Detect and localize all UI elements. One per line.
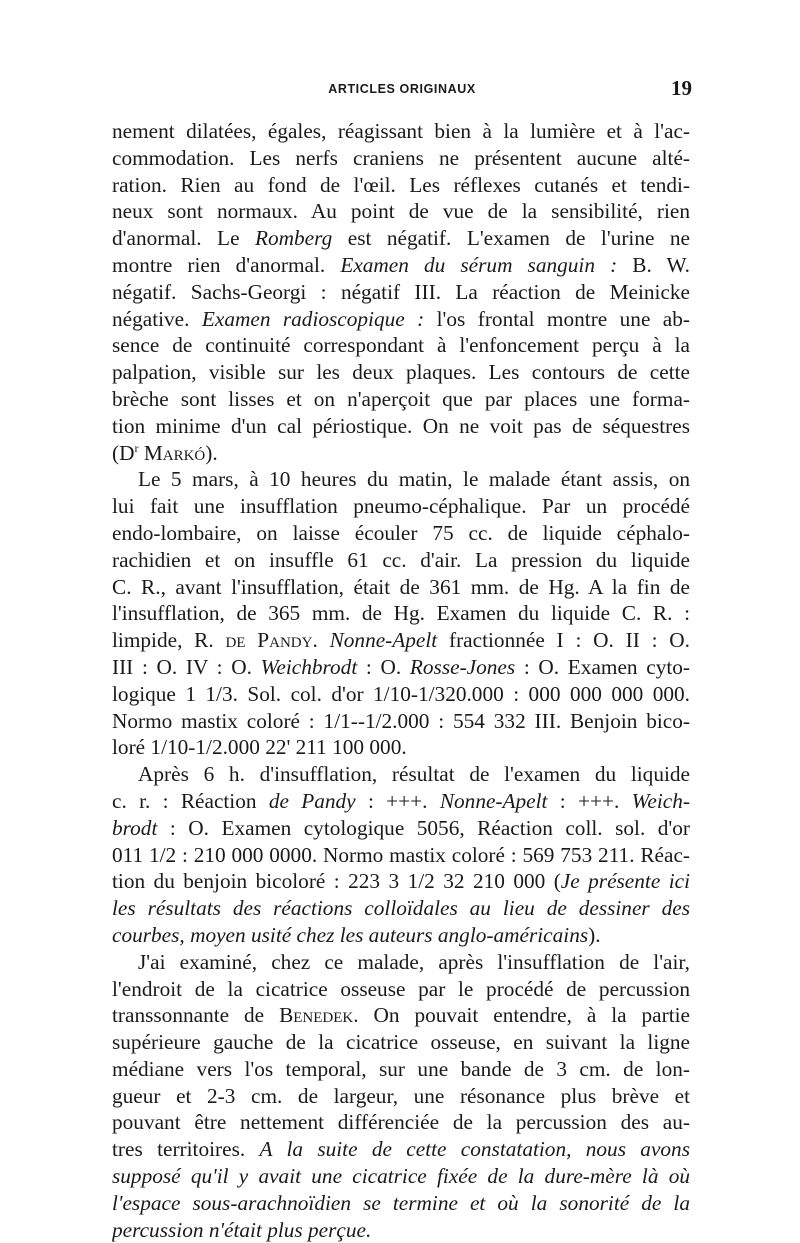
- text-line: [112, 118, 690, 145]
- text-segment: brèche sont lisses et on n'aperçoit que par places une forma-: [112, 386, 690, 411]
- text-line: [112, 1002, 690, 1029]
- text-segment: J'ai examiné, chez ce malade, après l'insufflation de l'air,: [138, 949, 690, 974]
- text-segment: logique 1 1/3. Sol. col. d'or 1/10-1/320.000 : 000 000 000 000.: [112, 681, 690, 706]
- text-segment: transsonnante de: [112, 1003, 280, 1028]
- text-segment: c. r. : Réaction: [112, 788, 269, 813]
- text-segment: médiane vers l'os temporal, sur une bande de 3 cm. de lon-: [112, 1056, 690, 1081]
- italic-text: de Pandy: [268, 788, 356, 813]
- text-segment: négative.: [112, 306, 202, 331]
- text-line: [112, 922, 690, 949]
- text-line: [112, 708, 690, 735]
- text-line: [112, 1083, 690, 1110]
- text-segment: . On pouvait entendre, à la partie: [353, 1003, 690, 1028]
- text-segment: d'anormal. Le: [112, 226, 255, 251]
- text-line: [112, 440, 690, 467]
- text-line: [112, 413, 690, 440]
- page-number: 19: [671, 76, 692, 100]
- text-line: [112, 198, 690, 225]
- italic-text: Examen radioscopique :: [201, 306, 425, 331]
- text-line: [112, 145, 690, 172]
- text-line: [112, 279, 690, 306]
- text-segment: : O.: [357, 654, 410, 679]
- text-line: [112, 895, 690, 922]
- small-caps-name: de Pandy: [225, 628, 313, 653]
- text-segment: fractionnée I : O. II : O.: [437, 628, 690, 653]
- text-segment: tres territoires.: [112, 1137, 260, 1162]
- text-segment: neux sont normaux. Au point de vue de la sensibilité, rien: [112, 199, 690, 224]
- text-line: [112, 1056, 690, 1083]
- text-segment: endo-lombaire, on laisse écouler 75 cc. de liquide céphalo-: [112, 520, 690, 545]
- text-segment: loré 1/10-1/2.000 22' 211 100 000.: [112, 735, 407, 760]
- text-line: [112, 627, 690, 654]
- text-segment: : +++.: [355, 788, 440, 813]
- italic-text: Weich-: [631, 788, 690, 813]
- text-line: [112, 734, 690, 761]
- italic-text: Je présente ici: [560, 869, 690, 894]
- text-segment: est négatif. L'examen de l'urine ne: [332, 226, 690, 251]
- italic-text: Romberg: [255, 226, 333, 251]
- text-line: [112, 547, 690, 574]
- text-line: [112, 306, 690, 333]
- text-line: [112, 172, 690, 199]
- text-segment: : +++.: [547, 788, 632, 813]
- text-segment: Le 5 mars, à 10 heures du matin, le malade étant assis, on: [138, 467, 690, 492]
- text-segment: montre rien d'anormal.: [112, 252, 341, 277]
- text-line: [112, 868, 690, 895]
- text-line: [112, 1217, 690, 1243]
- text-segment: .: [312, 628, 330, 653]
- text-segment: sence de continuité correspondant à l'enfoncement perçu à la: [112, 333, 690, 358]
- text-line: [112, 574, 690, 601]
- text-line: [112, 600, 690, 627]
- italic-text: les résultats des réactions colloïdales au lieu de dessiner des: [112, 896, 690, 921]
- text-line: [112, 332, 690, 359]
- small-caps-name: Markó: [143, 440, 206, 465]
- small-caps-name: Benedek: [279, 1003, 354, 1028]
- text-line: [112, 466, 690, 493]
- text-segment: supérieure gauche de la cicatrice osseuse, en suivant la ligne: [112, 1030, 690, 1055]
- text-segment: rachidien et on insuffle 61 cc. d'air. La pression du liquide: [112, 547, 690, 572]
- text-segment: l'os frontal montre une ab-: [424, 306, 690, 331]
- text-segment: ).: [588, 922, 601, 947]
- text-line: [112, 788, 690, 815]
- text-line: [112, 1029, 690, 1056]
- text-line: [112, 761, 690, 788]
- italic-text: Weichbrodt: [260, 654, 358, 679]
- text-line: [112, 1190, 690, 1217]
- text-segment: Après 6 h. d'insufflation, résultat de l'examen du liquide: [138, 762, 690, 787]
- text-segment: commodation. Les nerfs craniens ne présentent aucune alté-: [112, 145, 690, 170]
- text-segment: négatif. Sachs-Georgi : négatif III. La réaction de Meinicke: [112, 279, 690, 304]
- text-segment: pouvant être nettement différenciée de la percussion des au-: [112, 1110, 690, 1135]
- text-segment: 011 1/2 : 210 000 0000. Normo mastix coloré : 569 753 211. Réac-: [112, 842, 690, 867]
- text-segment: limpide, R.: [112, 628, 226, 653]
- text-line: [112, 386, 690, 413]
- text-line: [112, 842, 690, 869]
- text-segment: : O. Examen cytologique 5056, Réaction coll. sol. d'or: [157, 815, 690, 840]
- text-segment: l'insufflation, de 365 mm. de Hg. Examen du liquide C. R. :: [112, 601, 690, 626]
- text-segment: Normo mastix coloré : 1/1--1/2.000 : 554 332 III. Benjoin bico-: [112, 708, 690, 733]
- text-segment: gueur et 2-3 cm. de largeur, une résonance plus brève et: [112, 1083, 690, 1108]
- text-segment: l'endroit de la cicatrice osseuse par le procédé de percussion: [112, 976, 690, 1001]
- text-line: [112, 976, 690, 1003]
- italic-text: Examen du sérum sanguin :: [340, 252, 618, 277]
- text-line: [112, 1163, 690, 1190]
- text-segment: ).: [205, 440, 218, 465]
- italic-text: l'espace sous-arachnoïdien se termine et où la sonorité de la: [112, 1190, 690, 1215]
- italic-text: courbes, moyen usité chez les auteurs anglo-américains: [112, 922, 589, 947]
- running-title: ARTICLES ORIGINAUX: [328, 82, 476, 96]
- text-segment: III : O. IV : O.: [112, 654, 261, 679]
- article-body: [112, 118, 690, 1243]
- italic-text: supposé qu'il y avait une cicatrice fixée de la dure-mère là où: [112, 1164, 690, 1189]
- italic-text: Nonne-Apelt: [439, 788, 548, 813]
- text-line: [112, 681, 690, 708]
- text-line: [112, 1109, 690, 1136]
- text-line: [112, 520, 690, 547]
- text-line: [112, 225, 690, 252]
- text-line: [112, 493, 690, 520]
- text-segment: B. W.: [617, 252, 690, 277]
- text-segment: : O. Examen cyto-: [515, 654, 690, 679]
- text-segment: tion du benjoin bicoloré : 223 3 1/2 32 210 000 (: [112, 869, 561, 894]
- superscript: r: [134, 440, 139, 455]
- text-line: [112, 252, 690, 279]
- text-segment: ration. Rien au fond de l'œil. Les réflexes cutanés et tendi-: [112, 172, 690, 197]
- text-line: [112, 949, 690, 976]
- text-segment: palpation, visible sur les deux plaques. Les contours de cette: [112, 360, 690, 385]
- italic-text: percussion n'était plus perçue.: [112, 1217, 372, 1242]
- text-segment: nement dilatées, égales, réagissant bien à la lumière et à l'ac-: [112, 119, 690, 143]
- text-line: [112, 359, 690, 386]
- italic-text: Rosse-Jones: [409, 654, 516, 679]
- text-segment: lui fait une insufflation pneumo-céphalique. Par un procédé: [112, 494, 690, 519]
- text-line: [112, 654, 690, 681]
- text-segment: C. R., avant l'insufflation, était de 361 mm. de Hg. A la fin de: [112, 574, 690, 599]
- text-line: [112, 815, 690, 842]
- italic-text: A la suite de cette constatation, nous avons: [259, 1137, 690, 1162]
- text-line: [112, 1136, 690, 1163]
- page-header: [112, 76, 692, 102]
- italic-text: brodt: [112, 815, 158, 840]
- italic-text: Nonne-Apelt: [329, 628, 438, 653]
- text-segment: (D: [112, 440, 135, 465]
- text-segment: tion minime d'un cal périostique. On ne voit pas de séquestres: [112, 413, 690, 438]
